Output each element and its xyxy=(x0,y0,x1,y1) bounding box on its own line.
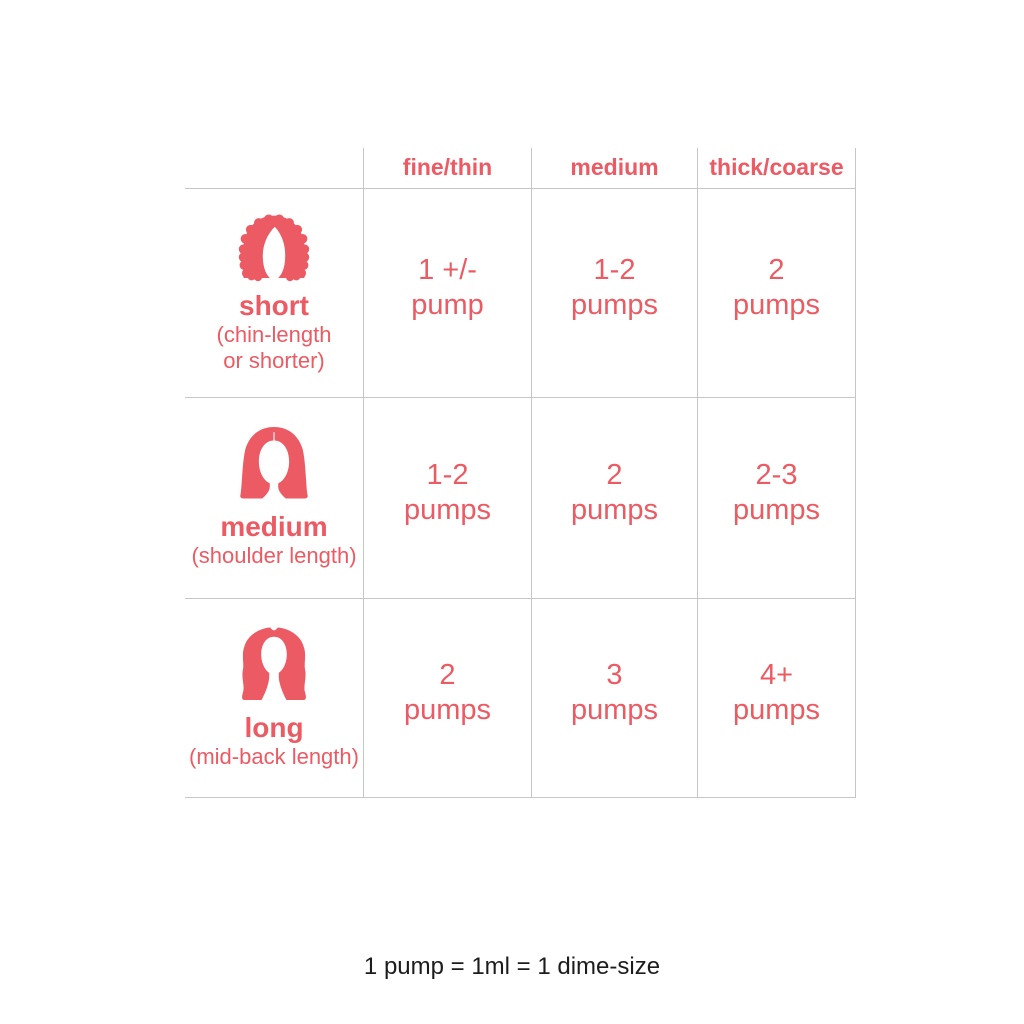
cell-value-line: pumps xyxy=(570,494,659,526)
cell-medium-fine-thin xyxy=(363,397,531,598)
pump-dosage-table xyxy=(185,148,856,798)
column-header-label: medium xyxy=(570,153,659,180)
medium-bob-hair-icon xyxy=(232,421,316,507)
row-label: medium xyxy=(220,511,328,542)
row-sublabel-line: (chin-length xyxy=(216,322,332,347)
short-curly-hair-icon xyxy=(234,206,314,286)
cell-short-thick-coarse xyxy=(697,188,855,397)
row-header-long xyxy=(185,598,363,797)
cell-short-medium xyxy=(531,188,697,397)
row-sublabel-line: or shorter) xyxy=(223,348,325,373)
corner-cell xyxy=(185,148,363,188)
column-header-label: fine/thin xyxy=(402,153,493,180)
long-wavy-hair-icon xyxy=(234,620,314,708)
cell-value-line: pumps xyxy=(403,494,492,526)
row-sublabel-line: (mid-back length) xyxy=(189,744,359,769)
cell-value-line: pumps xyxy=(570,694,659,726)
cell-short-fine-thin xyxy=(363,188,531,397)
row-sublabel-line: (shoulder length) xyxy=(191,543,357,568)
row-header-medium xyxy=(185,397,363,598)
cell-long-medium xyxy=(531,598,697,797)
cell-value-line: pumps xyxy=(570,289,659,321)
cell-value-line: pumps xyxy=(403,694,492,726)
row-label: short xyxy=(239,290,309,321)
cell-value-line: 1-2 xyxy=(426,459,469,491)
cell-value-line: 1-2 xyxy=(593,254,636,286)
cell-value-line: 2 xyxy=(768,254,785,286)
cell-value-line: pump xyxy=(411,289,484,321)
cell-value-line: 2 xyxy=(606,459,623,491)
column-header-label: thick/coarse xyxy=(709,153,844,180)
column-header-medium xyxy=(531,148,697,188)
column-header-thick-coarse xyxy=(697,148,855,188)
row-sublabel xyxy=(191,543,356,569)
cell-value-line: pumps xyxy=(732,289,821,321)
column-header-fine-thin xyxy=(363,148,531,188)
row-sublabel xyxy=(189,744,359,770)
cell-value-line: pumps xyxy=(732,694,821,726)
cell-value-line: 3 xyxy=(606,659,623,691)
row-header-short xyxy=(185,188,363,397)
cell-value-line: 4+ xyxy=(759,659,794,691)
cell-value-line: 1 +/- xyxy=(418,254,477,286)
cell-long-thick-coarse xyxy=(697,598,855,797)
cell-long-fine-thin xyxy=(363,598,531,797)
row-sublabel xyxy=(217,322,332,374)
cell-medium-thick-coarse xyxy=(697,397,855,598)
row-label: long xyxy=(244,712,304,743)
cell-value-line: 2 xyxy=(439,659,456,691)
cell-value-line: 2-3 xyxy=(755,459,798,491)
pump-size-note: 1 pump = 1ml = 1 dime-size xyxy=(363,953,661,980)
cell-medium-medium xyxy=(531,397,697,598)
cell-value-line: pumps xyxy=(732,494,821,526)
